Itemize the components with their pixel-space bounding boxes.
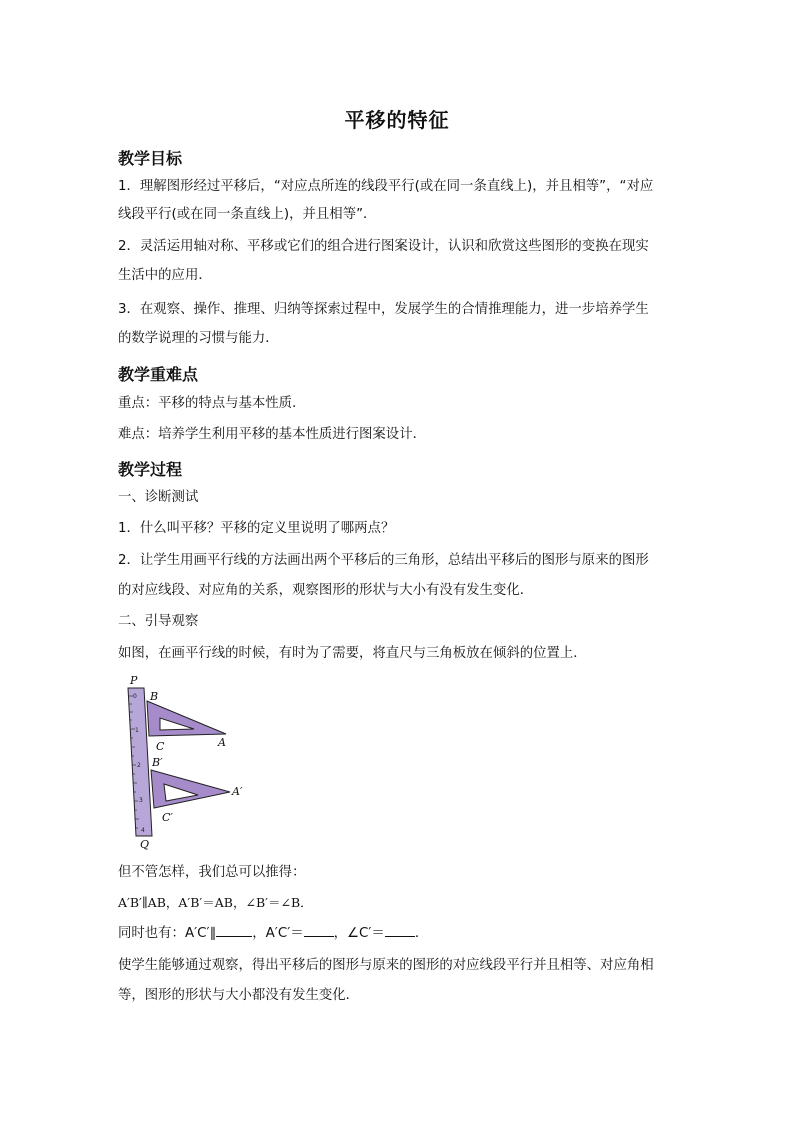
text-line: 二、引导观察 xyxy=(118,614,199,629)
fill-in-text: 同时也有：A′C′∥ xyxy=(118,926,217,941)
text-line: 2．灵活运用轴对称、平移或它们的组合进行图案设计，认识和欣赏这些图形的变换在现实 xyxy=(118,239,649,254)
heading-process: 教学过程 xyxy=(118,460,183,479)
triangle-abc-prime xyxy=(151,770,230,808)
label-c-prime: C′ xyxy=(162,811,173,824)
page-title: 平移的特征 xyxy=(344,108,450,132)
fill-in-line xyxy=(118,924,428,943)
text-line: 的数学说理的习惯与能力． xyxy=(118,331,279,346)
ruler-tick-0: 0 xyxy=(133,693,137,700)
heading-key-points: 教学重难点 xyxy=(118,365,199,384)
answer-blank-1[interactable] xyxy=(216,924,252,937)
text-line: 的对应线段、对应角的关系，观察图形的形状与大小有没有发生变化． xyxy=(118,583,534,598)
translation-figure xyxy=(116,674,256,852)
ruler-tick-2: 2 xyxy=(137,762,141,769)
label-a: A xyxy=(218,736,226,749)
text-line: 1．理解图形经过平移后，“对应点所连的线段平行(或在同一条直线上)，并且相等”，“对应 xyxy=(118,179,654,194)
text-line: 等，图形的形状与大小都没有发生变化． xyxy=(118,988,360,1003)
ruler-tick-4: 4 xyxy=(141,827,145,834)
answer-blank-3[interactable] xyxy=(385,924,415,937)
text-line: 生活中的应用． xyxy=(118,268,212,283)
label-b: B xyxy=(150,690,159,703)
ruler-tick-3: 3 xyxy=(139,797,143,804)
text-line: 3．在观察、操作、推理、归纳等探索过程中，发展学生的合情推理能力，进一步培养学生 xyxy=(118,302,649,317)
ruler-tick-1: 1 xyxy=(135,727,139,734)
fill-in-text: ，∠C′＝ xyxy=(333,926,385,941)
text-line: 1．什么叫平移？平移的定义里说明了哪两点？ xyxy=(118,521,395,536)
label-c: C xyxy=(156,740,165,753)
text-line: 重点：平移的特点与基本性质． xyxy=(118,396,306,411)
label-p: P xyxy=(130,674,138,687)
label-q: Q xyxy=(140,838,150,851)
text-line: 如图，在画平行线的时候，有时为了需要，将直尺与三角板放在倾斜的位置上． xyxy=(118,646,587,661)
fill-in-text: ，A′C′＝ xyxy=(252,926,304,941)
triangle-abc xyxy=(147,701,226,736)
text-line: 但不管怎样，我们总可以推得： xyxy=(118,865,306,880)
text-line: 一、诊断测试 xyxy=(118,490,199,505)
text-line: 2．让学生用画平行线的方法画出两个平移后的三角形，总结出平移后的图形与原来的图形 xyxy=(118,553,649,568)
text-line: 线段平行(或在同一条直线上)，并且相等”． xyxy=(118,207,377,222)
label-a-prime: A′ xyxy=(232,785,243,798)
fill-in-text: ． xyxy=(414,926,429,941)
heading-objectives: 教学目标 xyxy=(118,149,183,168)
label-b-prime: B′ xyxy=(152,756,163,769)
text-line: 使学生能够通过观察，得出平移后的图形与原来的图形的对应线段平行并且相等、对应角相 xyxy=(118,958,654,973)
text-line: A′B′∥AB，A′B′＝AB，∠B′＝∠B． xyxy=(118,895,313,910)
answer-blank-2[interactable] xyxy=(304,924,334,937)
text-line: 难点：培养学生利用平移的基本性质进行图案设计． xyxy=(118,427,426,442)
